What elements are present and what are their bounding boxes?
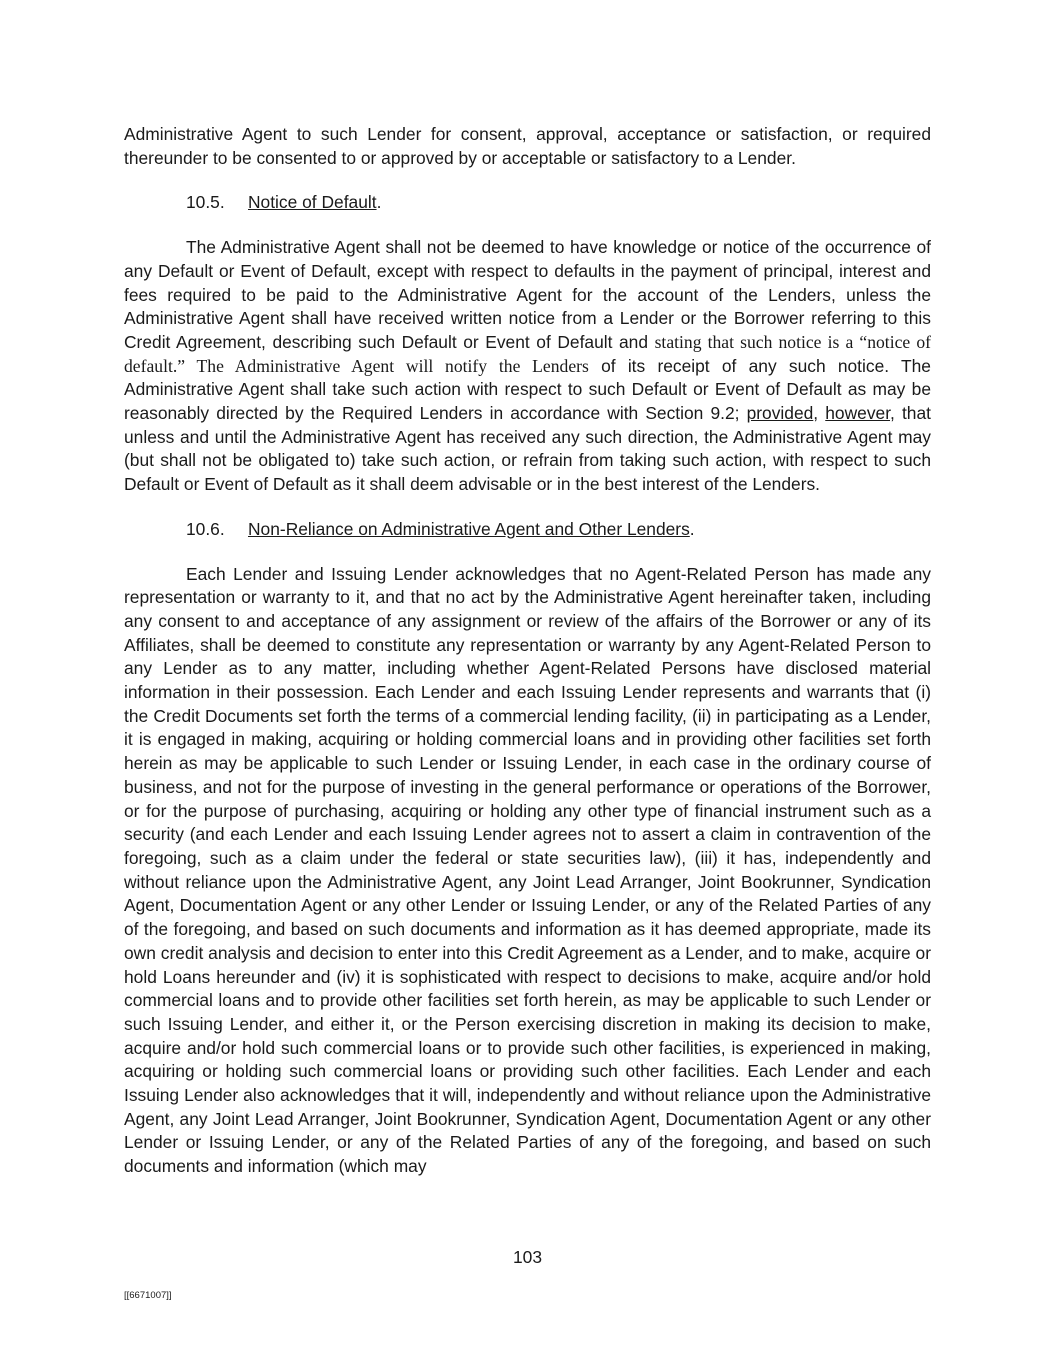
section-10-5-body-part1: The Administrative Agent shall not be deemed to have knowledge or notice of the occurrence of any Default or Event of Default, except with respect to defaults in the payment of principal, interest and fees required to be paid to the Administrative Agent for the account of the Lenders, unless the Administrative Agent shall have received written notice from a Lender or the Borrower referring to this Credit Agreement, describing such Default or Event of Default and <box>124 237 931 352</box>
section-10-5-body <box>124 236 931 497</box>
document-page <box>124 123 931 1179</box>
section-10-6-heading <box>124 518 931 542</box>
section-10-5-number: 10.5. <box>186 192 225 213</box>
provided-term: provided <box>746 403 814 424</box>
section-10-6-title-suffix: . <box>689 518 695 539</box>
section-10-6-title: Non-Reliance on Administrative Agent and Other Lenders <box>248 518 690 539</box>
however-term: however <box>825 403 891 424</box>
provided-comma: , <box>813 403 826 424</box>
section-10-5-body-part3: , that unless and until the Administrative Agent has received any such direction, the Administrative Agent may (but shall not be obligated to) take such action, or refrain from taking such action, with respect to such Default or Event of Default as it shall deem advisable or in the best interest of the Lenders. <box>124 403 931 495</box>
page-number: 103 <box>512 1247 542 1267</box>
section-10-6-body: Each Lender and Issuing Lender acknowledges that no Agent-Related Person has made any representation or warranty to it, and that no act by the Administrative Agent hereinafter taken, including any consent to and acceptance of any assignment or review of the affairs of the Borrower or any of its Affiliates, shall be deemed to constitute any representation or warranty by any Agent-Related Person to any Lender as to any matter, including whether Agent-Related Persons have disclosed material information in their possession. Each Lender and each Issuing Lender represents and warrants that (i) the Credit Documents set forth the terms of a commercial lending facility, (ii) in participating as a Lender, it is engaged in making, acquiring or holding commercial loans and in providing other facilities set forth herein as may be applicable to such Lender or Issuing Lender, in each case in the ordinary course of business, and not for the purpose of investing in the general performance or operations of the Borrower, or for the purpose of purchasing, acquiring or holding any other type of financial instrument such as a security (and each Lender and each Issuing Lender agrees not to assert a claim in contravention of the foregoing, such as a claim under the federal or state securities law), (iii) it has, independently and without reliance upon the Administrative Agent, any Joint Lead Arranger, Joint Bookrunner, Syndication Agent, Documentation Agent or any other Lender or Issuing Lender, or any of the Related Parties of any of the foregoing, and based on such documents and information as it has deemed appropriate, made its own credit analysis and decision to enter into this Credit Agreement as a Lender, and to make, acquire or hold Loans hereunder and (iv) it is sophisticated with respect to decisions to make, acquire and/or hold commercial loans and to provide other facilities set forth herein, as may be applicable to such Lender or such Issuing Lender, and either it, or the Person exercising discretion in making its decision to make, acquire and/or hold such commercial loans or to provide such other facilities, is experienced in making, acquiring or holding such commercial loans or providing such other facilities. Each Lender and each Issuing Lender also acknowledges that it will, independently and without reliance upon the Administrative Agent, any Joint Lead Arranger, Joint Bookrunner, Syndication Agent, Documentation Agent or any other Lender or Issuing Lender, or any of the Related Parties of any of the foregoing, and based on such documents and information (which may <box>124 563 931 1177</box>
section-10-5-title-suffix: . <box>376 192 382 213</box>
opening-paragraph: Administrative Agent to such Lender for consent, approval, acceptance or satisfaction, or required thereunder to be consented to or approved by or acceptable or satisfactory to a Lender. <box>124 124 931 168</box>
document-id: [[6671007]] <box>124 1290 172 1301</box>
section-10-5-title: Notice of Default <box>248 192 377 213</box>
section-10-5-body-part2: of its receipt of any such notice. The Administrative Agent shall take such action with respect to such Default or Event of Default as may be reasonably directed by the Required Lenders in accordance with Section 9.2; <box>124 355 931 424</box>
section-10-6-number: 10.6. <box>186 518 225 539</box>
section-10-5-heading <box>124 191 931 215</box>
section-10-5-body-serif: stating that such notice is a “notice of default.” The Administrative Agent will notify the Lenders <box>124 331 931 376</box>
